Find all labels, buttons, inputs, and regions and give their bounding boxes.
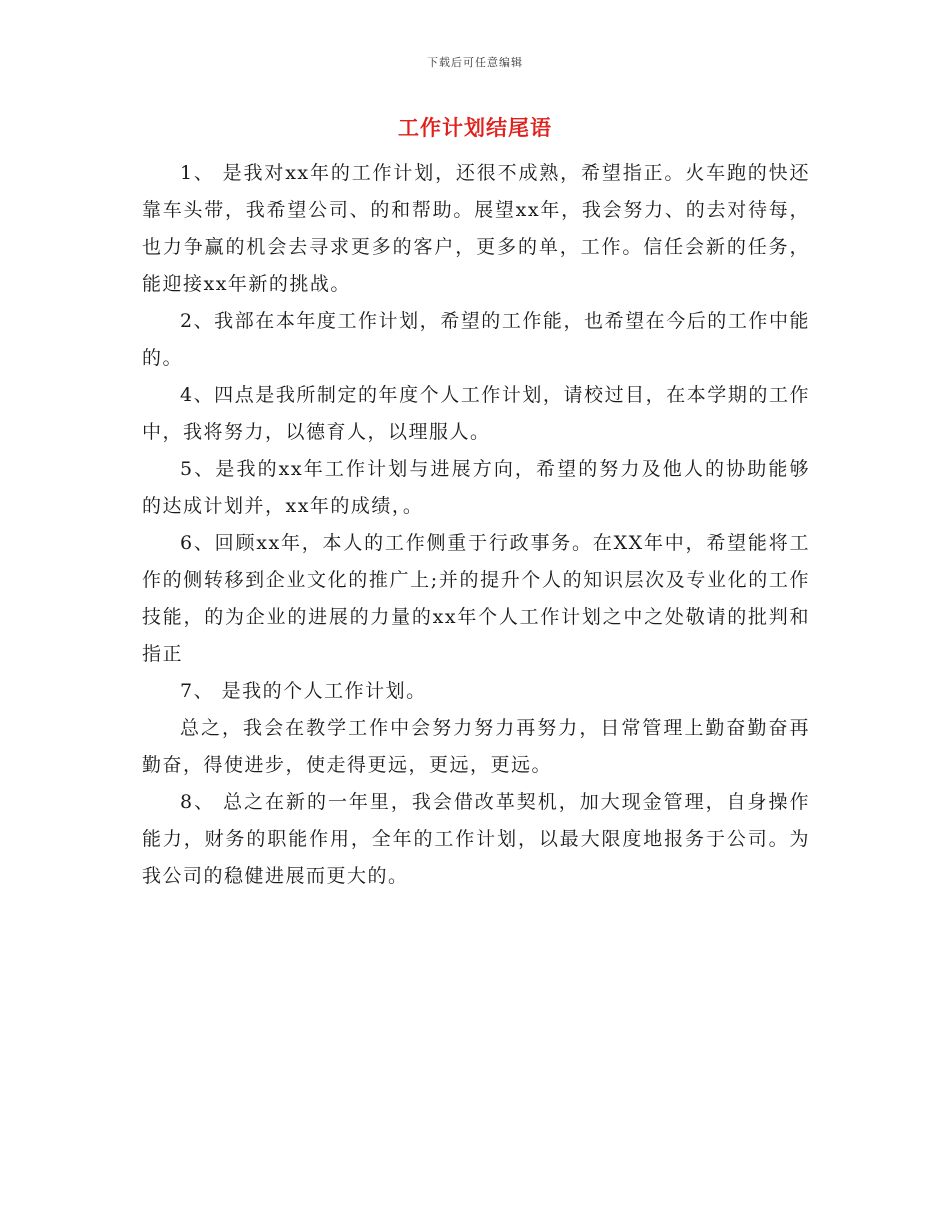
paragraph-summary: 总之，我会在教学工作中会努力努力再努力，日常管理上勤奋勤奋再勤奋，得使进步，使走得更远，更远，更远。 [142, 717, 810, 776]
paragraph-2: 2、我部在本年度工作计划，希望的工作能，也希望在今后的工作中能的。 [142, 310, 810, 369]
paragraph-5: 5、是我的xx年工作计划与进展方向，希望的努力及他人的协助能够的达成计划并，xx年的成绩，。 [142, 458, 810, 517]
paragraph-6: 6、回顾xx年，本人的工作侧重于行政事务。在XX年中，希望能将工作的侧转移到企业文化的推广上;并的提升个人的知识层次及专业化的工作技能，的为企业的进展的力量的xx年个人工作计划之中之处敬请的批判和指正 [142, 532, 810, 665]
paragraph-4: 4、四点是我所制定的年度个人工作计划，请校过目，在本学期的工作中，我将努力，以德育人，以理服人。 [142, 384, 810, 443]
paragraph-8: 8、 总之在新的一年里，我会借改革契机，加大现金管理，自身操作能力，财务的职能作用，全年的工作计划，以最大限度地报务于公司。为我公司的稳健进展而更大的。 [142, 791, 810, 887]
paragraph-1: 1、 是我对xx年的工作计划，还很不成熟，希望指正。火车跑的快还靠车头带，我希望公司、的和帮助。展望xx年，我会努力、的去对待每，也力争赢的机会去寻求更多的客户，更多的单，工作。信任会新的任务，能迎接xx年新的挑战。 [142, 162, 810, 295]
header-note: 下载后可任意编辑 [427, 56, 523, 69]
document-title: 工作计划结尾语 [398, 115, 552, 140]
paragraph-7: 7、 是我的个人工作计划。 [180, 680, 427, 702]
document-body [142, 155, 810, 895]
